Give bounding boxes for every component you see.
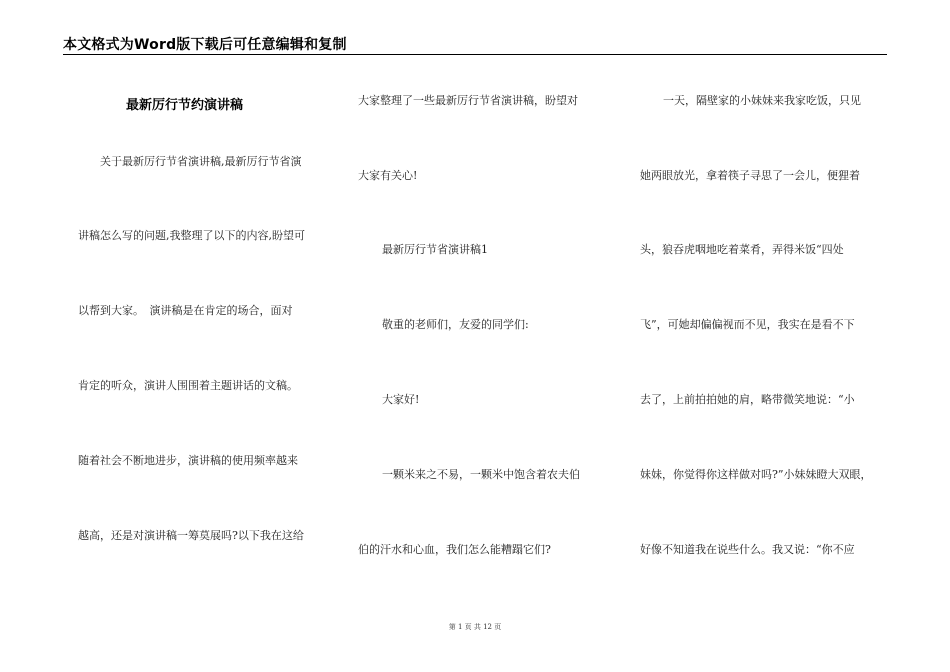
text-line: 以帮到大家。 演讲稿是在肯定的场合，面对 xyxy=(78,304,293,317)
text-line: 一天，隔壁家的小妹妹来我家吃饭，只见 xyxy=(663,94,861,107)
text-line: 大家好! xyxy=(382,393,420,406)
text-line: 大家有关心! xyxy=(358,169,418,182)
text-line: 越高，还是对演讲稿一筹莫展吗?以下我在这给 xyxy=(78,529,304,542)
text-line: 去了，上前拍拍她的肩，略带微笑地说：“小 xyxy=(640,393,855,406)
text-line: 大家整理了一些最新厉行节省演讲稿，盼望对 xyxy=(358,94,578,107)
text-line: 妹妹，你觉得你这样做对吗?”小妹妹瞪大双眼， xyxy=(640,468,872,481)
text-line: 讲稿怎么写的问题,我整理了以下的内容,盼望可 xyxy=(78,229,305,242)
header-rule xyxy=(63,54,887,55)
text-line: 她两眼放光，拿着筷子寻思了一会儿，便狸着 xyxy=(640,169,860,182)
text-line: 伯的汗水和心血，我们怎么能糟蹋它们? xyxy=(358,543,551,556)
page-number: 第 1 页 共 12 页 xyxy=(448,623,502,631)
text-line: 最新厉行节省演讲稿1 xyxy=(382,243,488,256)
text-line: 好像不知道我在说些什么。我又说：“你不应 xyxy=(640,543,855,556)
text-line: 飞”，可她却偏偏视而不见，我实在是看不下 xyxy=(640,318,855,331)
text-line: 随着社会不断地进步，演讲稿的使用频率越来 xyxy=(78,454,298,467)
text-line: 肯定的听众，演讲人围围着主题讲话的文稿。 xyxy=(78,379,298,392)
text-line: 关于最新厉行节省演讲稿,最新厉行节省演 xyxy=(100,155,302,168)
text-line: 一颗米来之不易，一颗米中饱含着农夫伯 xyxy=(382,468,580,481)
text-line: 敬重的老师们，友爱的同学们: xyxy=(382,318,529,331)
document-title: 最新厉行节约演讲稿 xyxy=(126,98,244,113)
document-header: 本文格式为Word版下载后可任意编辑和复制 xyxy=(63,37,347,53)
text-line: 头，狼吞虎咽地吃着菜肴，弄得米饭“四处 xyxy=(640,243,844,256)
